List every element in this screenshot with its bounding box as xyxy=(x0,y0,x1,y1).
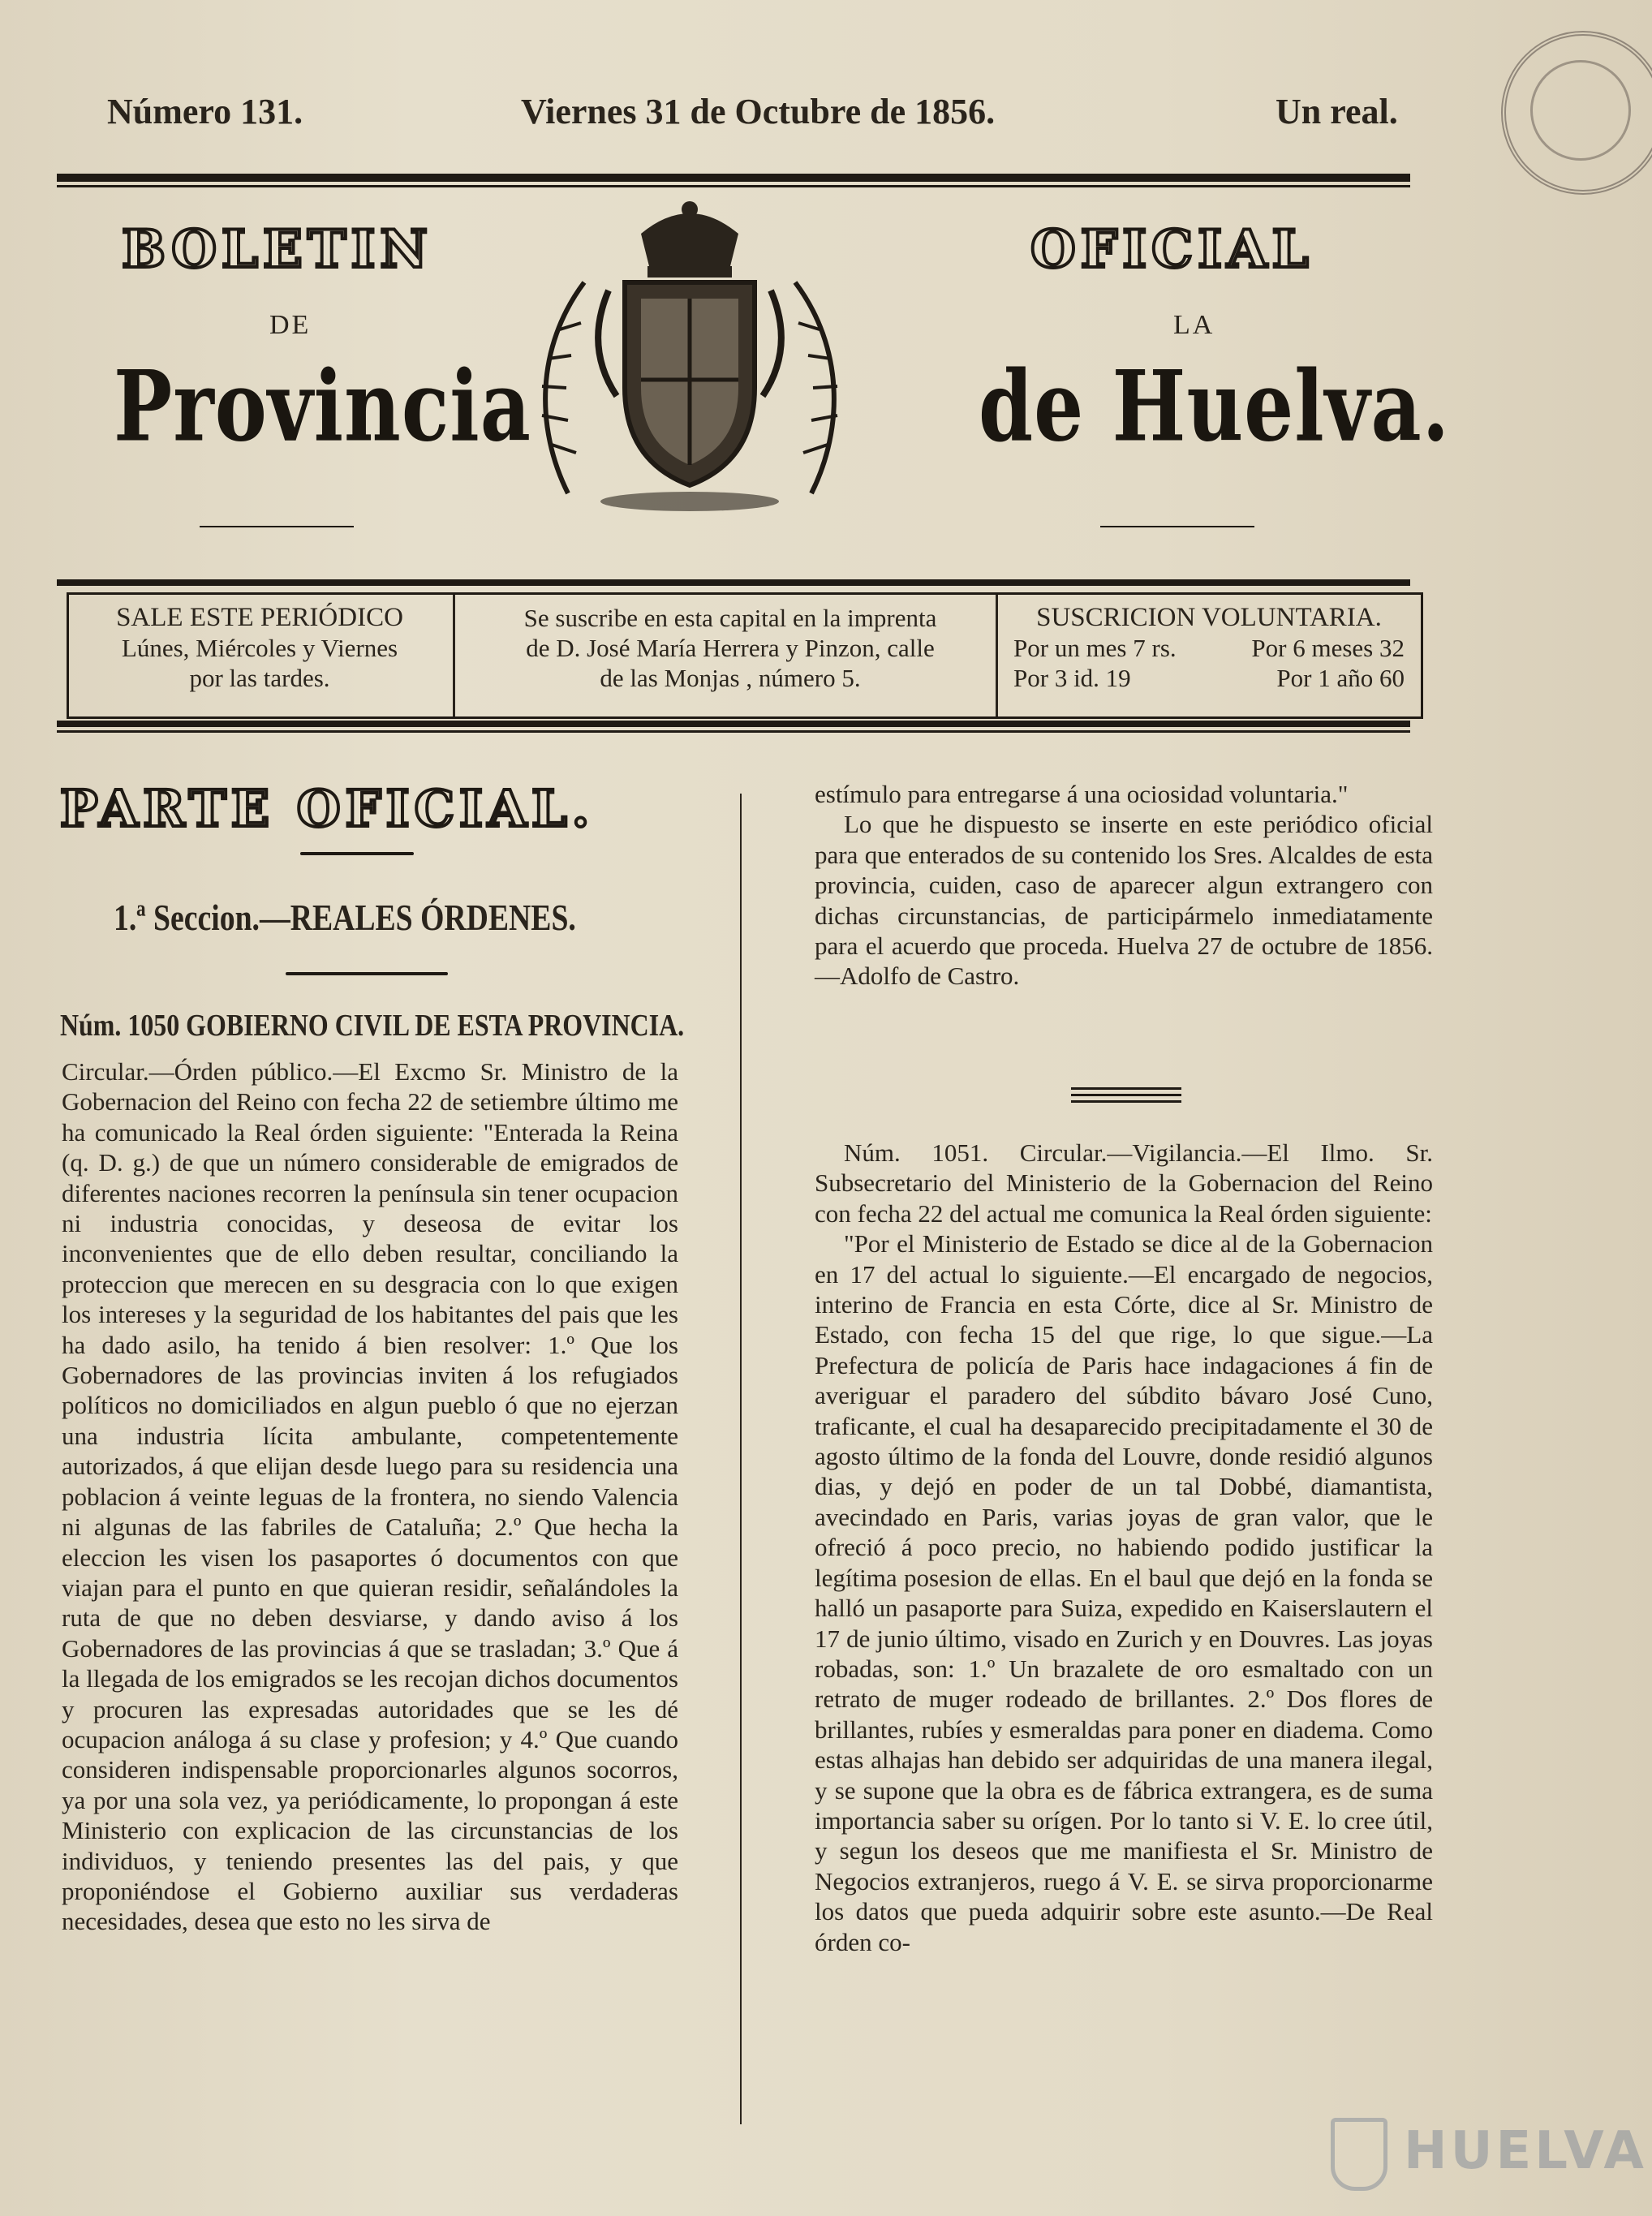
masthead-de: DE xyxy=(269,310,312,340)
info-left-line2: Lúnes, Miércoles y Viernes xyxy=(121,634,398,662)
info-right-row2-a: Por 3 id. 19 xyxy=(1013,664,1131,692)
info-right-row2-b: Por 1 año 60 xyxy=(1276,664,1405,692)
right-text-4: "Por el Ministerio de Estado se dice al de la Gobernacion en 17 del actual lo siguiente.—El encargado de negocios, interino de Francia en esta Córte, dice al Sr. Ministro de Estado, con fecha 15 del que rige, lo que sigue.—La Prefectura de policía de Paris hace indagaciones á fin de averiguar el paradero del súbdito bávaro José Cuno, traficante, el cual ha desaparecido precipitadamente el 30 de agosto último de la fonda del Louvre, donde residió algunos dias, y dejó en poder de un tal Dobbé, diamantista, avecindado en Paris, varias joyas de gran valor, que le ofreció á poco precio, no habiendo podido justificar la legítima posesion de ellas. En el baul que dejó en la fonda se halló un pasaporte para Suiza, expedido en Kaiserslautern el 17 de junio último, visado en Zurich y en Douvres. Las joyas robadas, son: 1.º Un brazalete de oro esmaltado con un retrato de muger rodeado de brillantes. 2.º Dos flores de brillantes, rubíes y esmeraldas para poner en diadema. Como estas alhajas han debido ser adquiridas de una manera ilegal, y se supone que la obra es de fábrica extrangera, es de suma importancia saber su orígen. Por lo tanto si V. E. lo cree útil, y segun los deseos que me manifiesta el Sr. Ministro de Negocios extranjeros, ruego á V. E. se sirva proporcionarme los datos que pueda adquirir sobre este asunto.—De Real órden co- xyxy=(815,1229,1433,1956)
issue-date: Viernes 31 de Octubre de 1856. xyxy=(521,92,996,131)
header-line xyxy=(107,91,1398,140)
section-ornament-icon xyxy=(300,852,414,855)
double-rule-ornament xyxy=(1071,1087,1181,1103)
watermark-logo xyxy=(1331,2110,1647,2199)
masthead-provincia: Provincia xyxy=(114,349,531,464)
info-right-row1-a: Por un mes 7 rs. xyxy=(1013,634,1177,662)
info-box xyxy=(67,592,1423,719)
ornament-right xyxy=(1100,526,1254,527)
masthead-oficial: OFICIAL xyxy=(1030,219,1314,280)
section-title: PARTE OFICIAL. xyxy=(60,779,595,838)
right-text-2: Lo que he dispuesto se inserte en este periódico oficial para que enterados de su contenido los Sres. Alcaldes de esta provincia, cuiden, caso de aparecer algun extrangero con dichas circunstancias, de participármelo inmediatamente para el acuerdo que proceda. Huelva 27 de octubre de 1856.—Adolfo de Castro. xyxy=(815,810,1433,991)
info-middle xyxy=(458,603,1002,693)
info-middle-line3: de las Monjas , número 5. xyxy=(600,664,861,692)
ornament-left xyxy=(200,526,354,527)
info-right-row1-b: Por 6 meses 32 xyxy=(1251,634,1405,662)
right-article-2 xyxy=(815,1138,1433,1957)
watermark-shield-icon xyxy=(1331,2118,1387,2191)
coat-of-arms-icon xyxy=(519,185,860,526)
masthead-la: LA xyxy=(1173,310,1215,340)
info-right-title: SUSCRICION VOLUNTARIA. xyxy=(1036,603,1382,632)
info-divider-2 xyxy=(996,595,998,716)
subsection-ornament-icon xyxy=(286,972,448,975)
info-right-row1 xyxy=(1002,633,1416,663)
info-rule-bottom-thin xyxy=(57,730,1410,733)
right-text-3: Núm. 1051. Circular.—Vigilancia.—El Ilmo. Sr. Subsecretario del Ministerio de la Gobernacion del Reino con fecha 22 del actual me comunica la Real órden siguiente: xyxy=(815,1138,1433,1228)
right-column-body xyxy=(815,779,1433,992)
info-divider-1 xyxy=(453,595,455,716)
library-stamp-icon xyxy=(1501,31,1652,195)
left-article-body xyxy=(62,1056,678,1937)
info-right xyxy=(1002,603,1416,693)
watermark-text: HUELVA xyxy=(1404,2121,1647,2181)
info-middle-line1: Se suscribe en esta capital en la imprenta xyxy=(523,604,937,632)
info-right-row2 xyxy=(1002,663,1416,693)
info-left-line1: SALE ESTE PERIÓDICO xyxy=(116,603,403,632)
column-divider xyxy=(740,794,742,2124)
info-left-line3: por las tardes. xyxy=(189,664,330,692)
top-rule xyxy=(57,174,1410,182)
issue-number: Número 131. xyxy=(107,92,303,131)
right-text-1: estímulo para entregarse á una ociosidad voluntaria." xyxy=(815,780,1349,808)
info-rule-bottom xyxy=(57,721,1410,727)
info-rule-top xyxy=(57,579,1410,586)
masthead-boletin: BOLETIN xyxy=(122,219,432,280)
info-middle-line2: de D. José María Herrera y Pinzon, calle xyxy=(526,634,935,662)
article-heading: Núm. 1050 GOBIERNO CIVIL DE ESTA PROVINCIA. xyxy=(60,1009,685,1043)
left-article-text: Circular.—Órden público.—El Excmo Sr. Ministro de la Gobernacion del Reino con fecha 22 de setiembre último me ha comunicado la Real órden siguiente: "Enterada la Reina (q. D. g.) de que un número considerable de emigrados de diferentes naciones recorren la península sin tener ocupacion ni industria conocidas, y deseosa de evitar los inconvenientes que de ello deben resultar, conciliando la proteccion que merecen en su desgracia con lo que exigen los intereses y la seguridad de los habitantes del pais que les ha dado asilo, ha tenido á bien resolver: 1.º Que los Gobernadores de las provincias inviten á los refugiados políticos no domiciliados en algun pueblo ó que no ejerzan una industria lícita ambulante, competentemente autorizados, á que elijan desde luego para su residencia una poblacion á veinte leguas de la frontera, no siendo Valencia ni algunas de las fabriles de Cataluña; 2.º Que hecha la eleccion les visen los pasaportes ó documentos con que viajan para el punto en que quieran residir, señalándoles la ruta de que no deben desviarse, y dando aviso á los Gobernadores de las provincias á que se trasladan; 3.º Que á la llegada de los emigrados se les recojan dichos documentos y procuren las expresadas autoridades que se les dé ocupacion análoga á su clase y profesion; y 4.º Que cuando consideren indispensable proporcionarles algunos socorros, ya por una sola vez, ya periódicamente, lo propongan á este Ministerio con explicacion de las circunstancias de los individuos, y teniendo presentes las del pais, y que proponiéndose el Gobierno auxiliar sus verdaderas necesidades, desea que esto no les sirva de xyxy=(62,1057,678,1936)
issue-price: Un real. xyxy=(1276,92,1398,131)
subsection-title: 1.ª Seccion.—REALES ÓRDENES. xyxy=(114,897,576,938)
info-left xyxy=(69,603,450,693)
masthead-huelva: de Huelva. xyxy=(979,349,1451,464)
